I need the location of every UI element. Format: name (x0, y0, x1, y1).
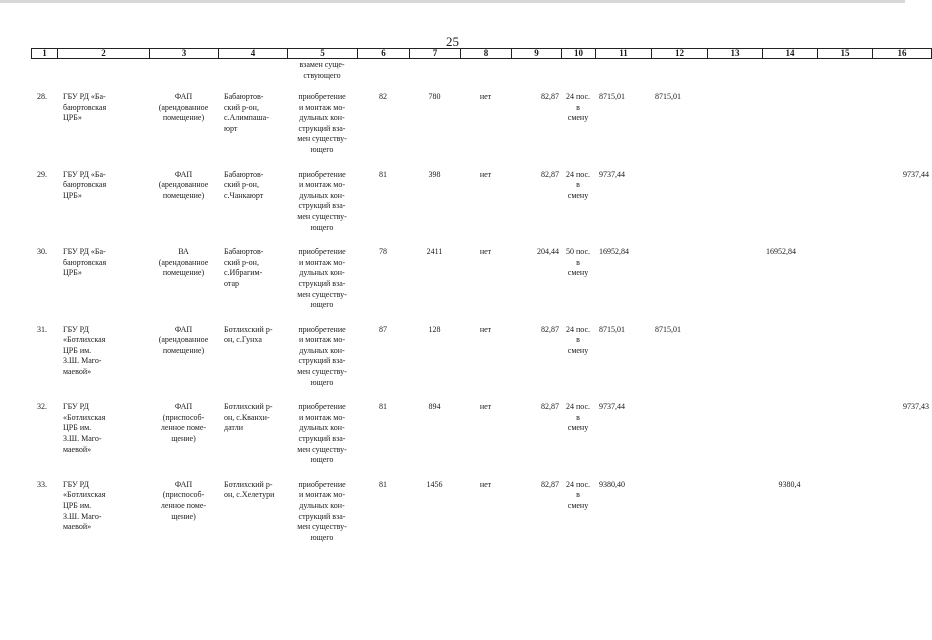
col8-cell: нет (479, 92, 492, 101)
col15-cell (817, 247, 872, 325)
col6-cell: 81 (379, 402, 387, 412)
column-header-13: 13 (708, 49, 763, 59)
row-number: 31. (37, 324, 47, 334)
facility-type-cell: ФАП (арендованное помещение) (158, 92, 209, 123)
col6-cell: 81 (379, 479, 387, 489)
organization-cell: ГБУ РД «Ботлихская ЦРБ им. З.Ш. Маго- маевой» (63, 479, 106, 532)
column-header-4: 4 (219, 49, 288, 59)
col13-cell (707, 480, 762, 558)
row-number: 30. (37, 247, 47, 257)
row-number: 33. (37, 479, 47, 489)
scan-edge (0, 0, 905, 3)
column-number-header (31, 48, 932, 59)
table-row (31, 325, 931, 403)
facility-type-cell: ФАП (приспособ- ленное поме- щение) (160, 402, 207, 444)
col10-cell: 24 пос. в смену (565, 479, 591, 510)
col9-cell: 82,87 (541, 324, 559, 334)
col16-cell: 9737,43 (903, 402, 929, 412)
data-table (31, 60, 931, 557)
col12-cell (651, 480, 707, 558)
col6-cell: 78 (379, 247, 387, 257)
row-number: 32. (37, 402, 47, 412)
col11-cell: 9737,44 (599, 169, 625, 179)
description-cell: приобретение и монтаж мо- дульных кон- струкций взa- мен существу- ющего (297, 324, 347, 387)
col11-cell: 8715,01 (599, 92, 625, 101)
col11-cell: 16952,84 (599, 247, 629, 257)
organization-cell: ГБУ РД «Ботлихская ЦРБ им. З.Ш. Маго- маевой» (63, 402, 106, 454)
column-header-10: 10 (562, 49, 596, 59)
organization-cell: ГБУ РД «Ба- баюртовская ЦРБ» (63, 169, 107, 200)
col13-cell (707, 170, 762, 248)
col15-cell (817, 325, 872, 403)
organization-cell: ГБУ РД «Ботлихская ЦРБ им. З.Ш. Маго- маевой» (63, 324, 106, 377)
column-header-15: 15 (818, 49, 873, 59)
continuation-row (31, 60, 931, 86)
col6-cell: 87 (379, 324, 387, 334)
col12-cell: 8715,01 (655, 92, 681, 101)
column-header-12: 12 (652, 49, 708, 59)
col10-cell: 24 пос. в смену (565, 402, 591, 433)
row-number: 28. (37, 92, 47, 101)
column-header-9: 9 (512, 49, 562, 59)
col7-cell: 1456 (426, 479, 443, 489)
col16-cell (872, 247, 931, 325)
col12-cell (651, 170, 707, 248)
col14-cell (762, 402, 817, 480)
col8-cell: нет (479, 479, 492, 489)
location-cell: Ботлихский р- он, с.Гунха (224, 324, 273, 345)
col10-cell: 50 пос. в смену (565, 247, 591, 278)
col11-cell: 9380,40 (599, 479, 625, 489)
col9-cell: 82,87 (541, 92, 559, 101)
table-row (31, 170, 931, 248)
table-row (31, 86, 931, 170)
col15-cell (817, 170, 872, 248)
column-header-7: 7 (410, 49, 461, 59)
facility-type-cell: ФАП (арендованное помещение) (158, 169, 209, 200)
column-header-6: 6 (358, 49, 410, 59)
column-header-11: 11 (596, 49, 652, 59)
col16-cell (872, 480, 931, 558)
col11-cell: 9737,44 (599, 402, 625, 412)
col13-cell (707, 86, 762, 170)
organization-cell: ГБУ РД «Ба- баюртовская ЦРБ» (63, 247, 107, 278)
facility-type-cell: ФАП (арендованное помещение) (158, 324, 209, 355)
column-header-14: 14 (763, 49, 818, 59)
col8-cell: нет (479, 169, 492, 179)
col10-cell: 24 пос. в смену (565, 169, 591, 200)
col16-cell: 9737,44 (903, 169, 929, 179)
col10-cell: 24 пос. в смену (565, 324, 591, 355)
col8-cell: нет (479, 402, 492, 412)
col14-cell (762, 86, 817, 170)
col14-cell (762, 325, 817, 403)
column-header-5: 5 (288, 49, 358, 59)
col13-cell (707, 247, 762, 325)
column-header-3: 3 (150, 49, 219, 59)
col16-cell (872, 325, 931, 403)
col9-cell: 82,87 (541, 402, 559, 412)
col14-cell (762, 170, 817, 248)
col15-cell (817, 402, 872, 480)
col15-cell (817, 86, 872, 170)
col7-cell: 128 (428, 324, 441, 334)
col16-cell (872, 86, 931, 170)
col12-cell (651, 402, 707, 480)
description-cell: приобретение и монтаж мо- дульных кон- струкций взa- мен существу- ющего (297, 479, 347, 542)
location-cell: Ботлихский р- он, с.Кванхи- датли (224, 402, 273, 433)
col13-cell (707, 402, 762, 480)
col12-cell: 8715,01 (655, 324, 681, 334)
column-header-1: 1 (32, 49, 58, 59)
col7-cell: 780 (428, 92, 441, 101)
location-cell: Бабаюртов- ский р-он, с.Алимпаша- юрт (224, 92, 269, 133)
table-row (31, 402, 931, 480)
col14-cell: 9380,4 (778, 479, 801, 489)
col7-cell: 398 (428, 169, 441, 179)
col6-cell: 82 (379, 92, 387, 101)
col12-cell (651, 247, 707, 325)
table-row (31, 247, 931, 325)
col6-cell: 81 (379, 169, 387, 179)
description-cell: приобретение и монтаж мо- дульных кон- струкций взa- мен существу- ющего (297, 402, 347, 465)
organization-cell: ГБУ РД «Ба- баюртовская ЦРБ» (63, 92, 107, 123)
col11-cell: 8715,01 (599, 324, 625, 334)
col7-cell: 2411 (426, 247, 443, 257)
description-cell: приобретение и монтаж мо- дульных кон- струкций взa- мен существу- ющего (297, 247, 347, 310)
facility-type-cell: ВА (арендованное помещение) (158, 247, 209, 278)
continuation-text: взамен суще- ствующего (299, 60, 345, 80)
page-number: 25 (446, 34, 459, 49)
location-cell: Бабаюртов- ский р-он, с.Ибрагим- отар (224, 247, 264, 288)
col9-cell: 82,87 (541, 169, 559, 179)
col13-cell (707, 325, 762, 403)
col10-cell: 24 пос. в смену (565, 92, 591, 123)
description-cell: приобретение и монтаж мо- дульных кон- струкций взa- мен существу- ющего (297, 169, 347, 232)
column-header-2: 2 (58, 49, 150, 59)
col8-cell: нет (479, 247, 492, 257)
table-row (31, 480, 931, 558)
column-header-8: 8 (461, 49, 512, 59)
location-cell: Бабаюртов- ский р-он, с.Чанкаюрт (224, 169, 264, 200)
col15-cell (817, 480, 872, 558)
location-cell: Ботлихский р- он, с.Хелетури (224, 479, 275, 500)
col8-cell: нет (479, 324, 492, 334)
col9-cell: 82,87 (541, 479, 559, 489)
col7-cell: 894 (428, 402, 441, 412)
column-header-16: 16 (873, 49, 932, 59)
description-cell: приобретение и монтаж мо- дульных кон- струкций взa- мен существу- ющего (297, 92, 347, 154)
facility-type-cell: ФАП (приспособ- ленное поме- щение) (160, 479, 207, 521)
col14-cell: 16952,84 (766, 247, 796, 257)
col9-cell: 204,44 (537, 247, 559, 257)
row-number: 29. (37, 169, 47, 179)
